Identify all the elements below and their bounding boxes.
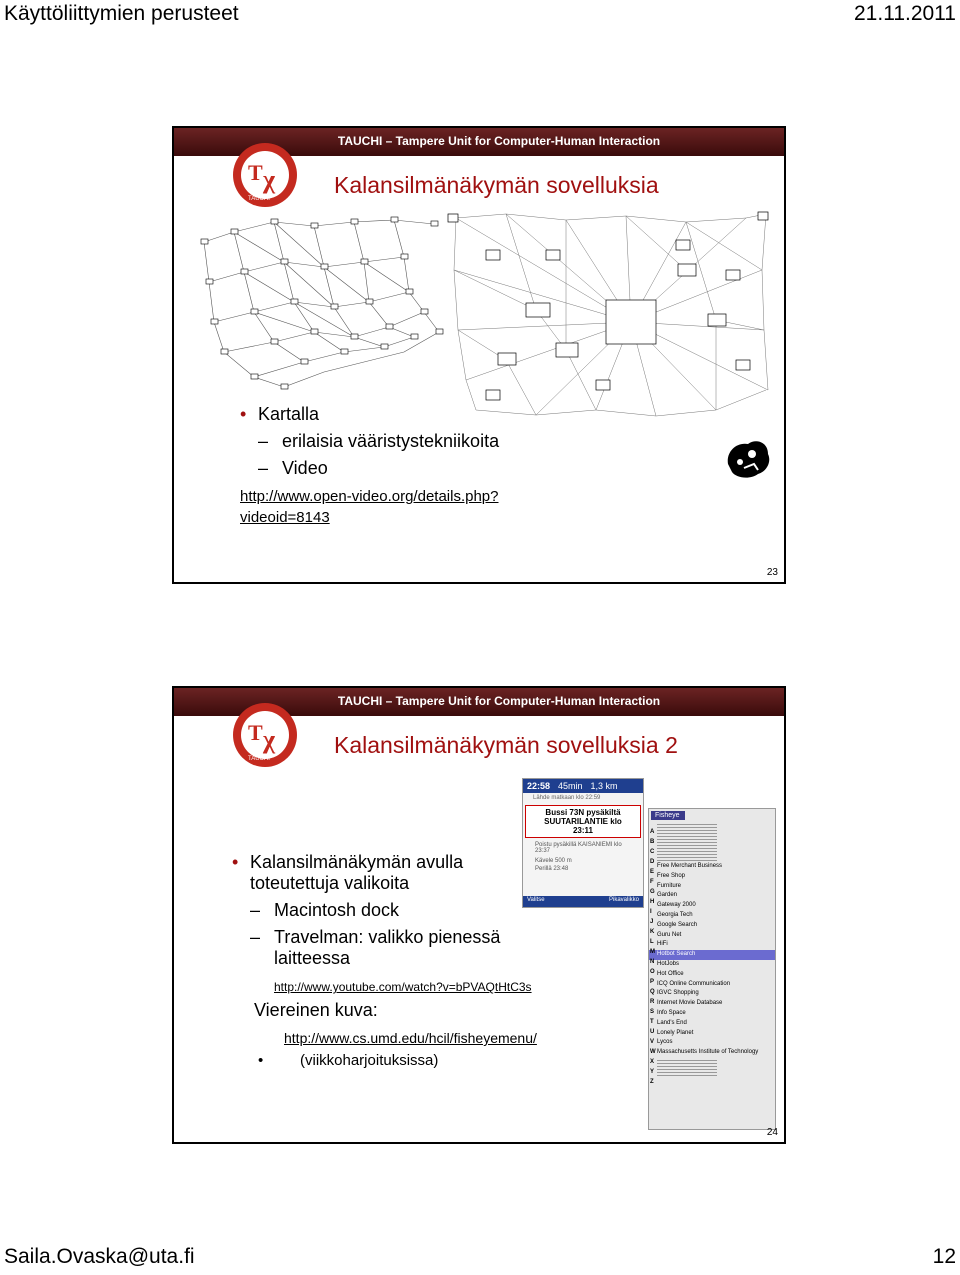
svg-text:T: T	[248, 720, 263, 745]
fisheye-index-letter[interactable]: G	[650, 889, 655, 895]
fisheye-menu-title: Fisheye	[651, 811, 685, 820]
fisheye-menu-item[interactable]: IGVC Shopping	[657, 990, 699, 997]
fisheye-index-letter[interactable]: F	[650, 879, 654, 885]
page-header-date: 21.11.2011	[854, 2, 956, 25]
slide-24	[172, 686, 786, 1144]
phone-select-button[interactable]: Valitse	[527, 897, 545, 903]
tauchi-logo	[230, 140, 300, 210]
fisheye-menu-item[interactable]: HotJobs	[657, 960, 680, 967]
fisheye-index-letter[interactable]: U	[650, 1029, 655, 1035]
fisheye-index-letter[interactable]: L	[650, 939, 654, 945]
fisheye-menu-item[interactable]: Google Search	[657, 921, 698, 928]
fisheye-menu-item[interactable]: Lycos	[657, 1039, 673, 1046]
fisheye-index-letter[interactable]: E	[650, 869, 655, 875]
weekly-exercise-note: • (viikkoharjoituksissa)	[224, 1052, 584, 1069]
fisheye-index-letter[interactable]: S	[650, 1009, 655, 1015]
fisheye-menu-item[interactable]: Free Merchant Business	[657, 863, 723, 869]
fisheye-index-letter[interactable]: O	[650, 969, 655, 975]
fisheye-menu-item[interactable]: Free Shop	[657, 872, 686, 879]
fisheye-menu-item[interactable]: HiFi	[657, 941, 668, 948]
svg-text:χ: χ	[263, 165, 276, 194]
fisheye-menu-item[interactable]: Lonely Planet	[657, 1029, 694, 1036]
slide-title: Kalansilmänäkymän sovelluksia 2	[334, 732, 678, 758]
banner-text: TAUCHI – Tampere Unit for Computer-Human Interaction	[337, 134, 661, 148]
fisheye-menu-item[interactable]: Info Space	[657, 1009, 686, 1016]
fisheye-menu-item[interactable]: Garden	[657, 892, 678, 899]
fisheye-menu-item[interactable]: Furniture	[657, 882, 682, 889]
svg-text:χ: χ	[263, 725, 276, 754]
fisheye-menu-item[interactable]: Georgia Tech	[657, 911, 693, 918]
youtube-link[interactable]: http://www.youtube.com/watch?v=bPVAQtHtC3s	[274, 980, 532, 994]
fisheye-menu-item[interactable]: Guru Net	[657, 931, 682, 938]
svg-text:TAUCHI: TAUCHI	[248, 196, 270, 202]
fisheye-menu-item[interactable]: Gateway 2000	[657, 902, 696, 909]
sub-bullet-video: – Video	[232, 458, 532, 479]
fisheye-compressed-items-bottom	[657, 1058, 717, 1078]
svg-text:T: T	[248, 160, 263, 185]
fisheye-index-letter[interactable]: B	[650, 839, 655, 845]
fisheye-menu-item[interactable]: Land's End	[657, 1019, 687, 1026]
slide-23	[172, 126, 786, 584]
fisheye-index-letter[interactable]: H	[650, 899, 655, 905]
fisheye-index-letter[interactable]: N	[650, 959, 655, 965]
page-footer-number: 12	[932, 1245, 956, 1268]
fisheye-index-letter[interactable]: K	[650, 929, 655, 935]
sub-bullet-mac-dock: – Macintosh dock	[224, 900, 584, 921]
fisheye-menu-item[interactable]: Hot Office	[657, 970, 684, 977]
fisheye-index-letters	[650, 827, 656, 1087]
fisheye-index-letter[interactable]: A	[650, 829, 655, 835]
page-number: 23	[766, 567, 778, 578]
page-header-left: Käyttöliittymien perusteet	[4, 2, 239, 25]
page-number: 24	[766, 1127, 778, 1138]
fisheye-menu-item[interactable]: ICQ Online Communication	[657, 980, 731, 987]
fisheye-index-letter[interactable]: V	[650, 1039, 655, 1045]
sub-bullet-distortion: – erilaisia vääristystekniikoita	[232, 431, 532, 452]
fisheye-index-letter[interactable]: M	[650, 949, 655, 955]
fisheye-index-letter[interactable]: P	[650, 979, 655, 985]
tauchi-logo	[230, 700, 300, 770]
fisheye-index-letter[interactable]: R	[650, 999, 655, 1005]
bullet-kartalla: • Kartalla	[232, 404, 532, 425]
svg-text:TAUCHI: TAUCHI	[248, 756, 270, 762]
fisheye-menu-item[interactable]: Hotbot Search	[649, 950, 775, 960]
video-link[interactable]: http://www.open-video.org/details.php?videoid=8143	[240, 488, 499, 526]
fisheye-menu-items	[649, 862, 775, 1058]
fisheye-index-letter[interactable]: Y	[650, 1069, 655, 1075]
fisheye-index-letter[interactable]: D	[650, 859, 655, 865]
squirrel-clipart-icon	[722, 434, 774, 480]
fisheye-menu-item[interactable]: Massachusetts Institute of Technology	[657, 1049, 759, 1056]
fisheye-index-letter[interactable]: T	[650, 1019, 654, 1025]
fisheye-index-letter[interactable]: J	[650, 919, 654, 925]
fisheye-index-letter[interactable]: C	[650, 849, 655, 855]
slide-title: Kalansilmänäkymän sovelluksia	[334, 172, 659, 198]
fisheye-index-letter[interactable]: Z	[650, 1079, 654, 1085]
banner-text: TAUCHI – Tampere Unit for Computer-Human Interaction	[337, 694, 661, 708]
phone-quickmenu-button[interactable]: Pikavalikko	[608, 897, 639, 903]
fisheye-menu-screenshot	[648, 808, 776, 1130]
fisheye-index-letter[interactable]: W	[650, 1049, 656, 1055]
fisheye-index-letter[interactable]: Q	[650, 989, 655, 995]
fisheye-index-letter[interactable]: X	[650, 1059, 655, 1065]
bullet-fisheye-menus: • Kalansilmänäkymän avulla toteutettuja valikoita	[224, 852, 490, 894]
phone-status-bar: 22:58 45min 1,3 km	[523, 779, 643, 793]
fisheyemenu-link[interactable]: http://www.cs.umd.edu/hcil/fisheyemenu/	[284, 1030, 537, 1046]
fisheye-index-letter[interactable]: I	[650, 909, 652, 915]
fisheye-menu-item[interactable]: Internet Movie Database	[657, 1000, 723, 1007]
travelman-screenshot: 22:58 45min 1,3 km Lähde matkaan klo 22:59 Bussi 73N pysäkiltä SUUTARILANTIE klo 23:11 Poistu pysäkillä KAISANIEMI klo 23:37 Kävele 500 m Perillä 23:48 Valitse Pikavalikko	[522, 778, 644, 908]
us-network-map-fisheye-right	[446, 210, 772, 424]
fisheye-compressed-items	[657, 822, 717, 862]
sub-bullet-travelman: – Travelman: valikko pienessä laitteessa	[224, 927, 554, 969]
us-network-map-fisheye-left	[194, 212, 444, 394]
slide-23-bullets	[232, 404, 532, 527]
slide-24-bullets	[224, 852, 584, 1075]
author-email: Saila.Ovaska@uta.fi	[4, 1245, 195, 1268]
neighbour-label: Viereinen kuva:	[254, 1000, 378, 1020]
